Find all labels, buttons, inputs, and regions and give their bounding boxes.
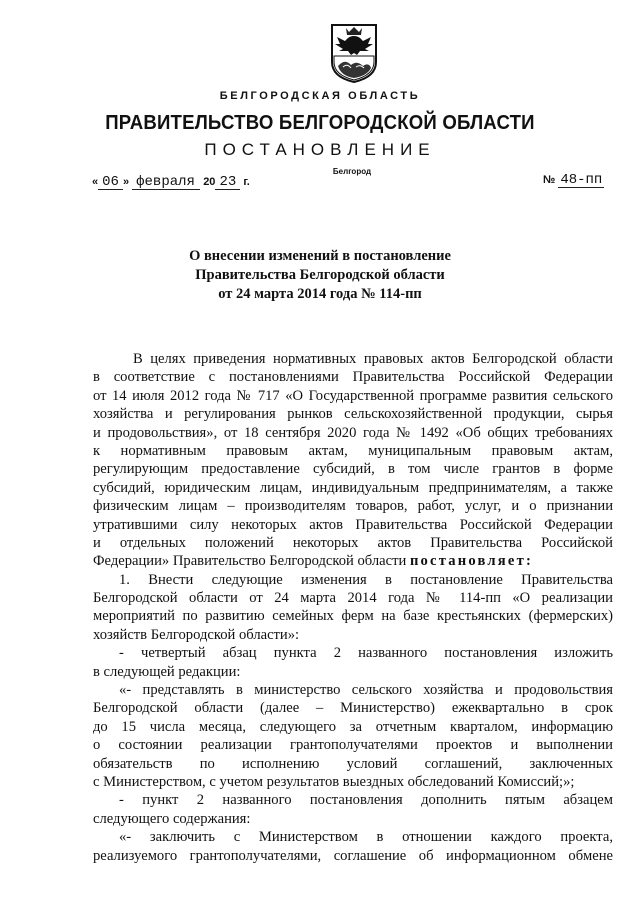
city-name: Белгород xyxy=(332,167,372,176)
body-line: «- представлять в министерство сельского хозяйства и продовольствия xyxy=(119,682,613,699)
date-close-quote: » xyxy=(122,176,130,188)
body-line: Белгородской области от 24 марта 2014 года № 114-пп «О реализации xyxy=(93,590,613,607)
body-line: Федерации» Правительство Белгородской области xyxy=(93,553,407,570)
date-month: февраля xyxy=(132,175,200,190)
coat-of-arms-emblem xyxy=(329,22,379,84)
body-line: физическим лицам – производителям товаров, работ, услуг, и о признании xyxy=(93,498,613,515)
body-line: регулирующим предоставление субсидий, в том числе грантов в форме xyxy=(93,461,613,478)
title-line: от 24 марта 2014 года № 114-пп xyxy=(218,286,422,302)
document-body xyxy=(93,350,613,865)
resolves-word: постановляет: xyxy=(409,553,533,570)
body-line: Белгородской области (далее – Министерство) ежеквартально в срок xyxy=(93,700,613,717)
body-line: и продовольствия», от 18 сентября 2020 года № 1492 «Об общих требованиях xyxy=(93,424,613,441)
body-line: о состоянии реализации грантополучателями проектов и выполнении xyxy=(93,737,613,754)
body-line: - четвертый абзац пункта 2 названного постановления изложить xyxy=(119,645,613,662)
document-title xyxy=(0,247,640,304)
body-line: и отдельных положений некоторых актов Правительства Российской xyxy=(93,534,613,551)
government-name: ПРАВИТЕЛЬСТВО БЕЛГОРОДСКОЙ ОБЛАСТИ xyxy=(105,112,535,134)
date-year-unit: г. xyxy=(243,176,250,188)
body-line: «- заключить с Министерством в отношении каждого проекта, xyxy=(119,829,613,846)
body-line: хозяйств Белгородской области»: xyxy=(93,626,300,643)
body-line: - пункт 2 названного постановления дополнить пятым абзацем xyxy=(119,792,613,809)
number-value: 48-пп xyxy=(560,172,603,188)
region-name: БЕЛГОРОДСКАЯ ОБЛАСТЬ xyxy=(219,90,421,102)
body-line: субсидий, юридическим лицам, индивидуальным предпринимателям, а также xyxy=(93,479,613,496)
document-type: ПОСТАНОВЛЕНИЕ xyxy=(204,140,436,159)
date-open-quote: « xyxy=(92,176,99,188)
body-line: 1. Внести следующие изменения в постановление Правительства xyxy=(119,571,613,588)
body-line: в следующей редакции: xyxy=(93,663,241,680)
body-line: реализуемого грантополучателями, соглашение об информационном обмене xyxy=(93,847,613,864)
body-line: В целях приведения нормативных правовых актов Белгородской области xyxy=(133,351,613,367)
body-line: в соответствие с постановлениями Правительства Российской Федерации xyxy=(93,369,613,386)
number-label: № xyxy=(543,174,556,186)
body-line: следующего содержания: xyxy=(93,810,251,827)
body-line: обязательств по исполнению условий соглашений, заключенных xyxy=(93,755,613,772)
title-line: Правительства Белгородской области xyxy=(195,267,445,283)
body-line: хозяйства и регулирования рынков сельскохозяйственной продукции, сырья xyxy=(93,406,613,423)
date-year-suffix: 23 xyxy=(215,175,240,190)
title-line: О внесении изменений в постановление xyxy=(189,248,451,264)
body-line: с Министерством, с учетом результатов выездных обследований Комиссий;»; xyxy=(93,773,575,790)
body-line: от 14 июля 2012 года № 717 «О Государственной программе развития сельского xyxy=(93,387,613,404)
body-line: до 15 числа месяца, следующего за отчетным кварталом, информацию xyxy=(93,718,613,735)
document-date xyxy=(92,175,250,190)
date-year-prefix: 20 xyxy=(203,176,216,188)
body-line: к нормативным правовым актам, муниципальным правовым актам, xyxy=(93,442,613,459)
body-line: мероприятий по развитию семейных ферм на базе крестьянских (фермерских) xyxy=(93,608,613,625)
date-day: 06 xyxy=(98,175,123,190)
body-line: утратившими силу некоторых актов Правительства Российской Федерации xyxy=(93,516,613,533)
document-number xyxy=(543,173,604,188)
body-line-resolution xyxy=(93,552,613,570)
